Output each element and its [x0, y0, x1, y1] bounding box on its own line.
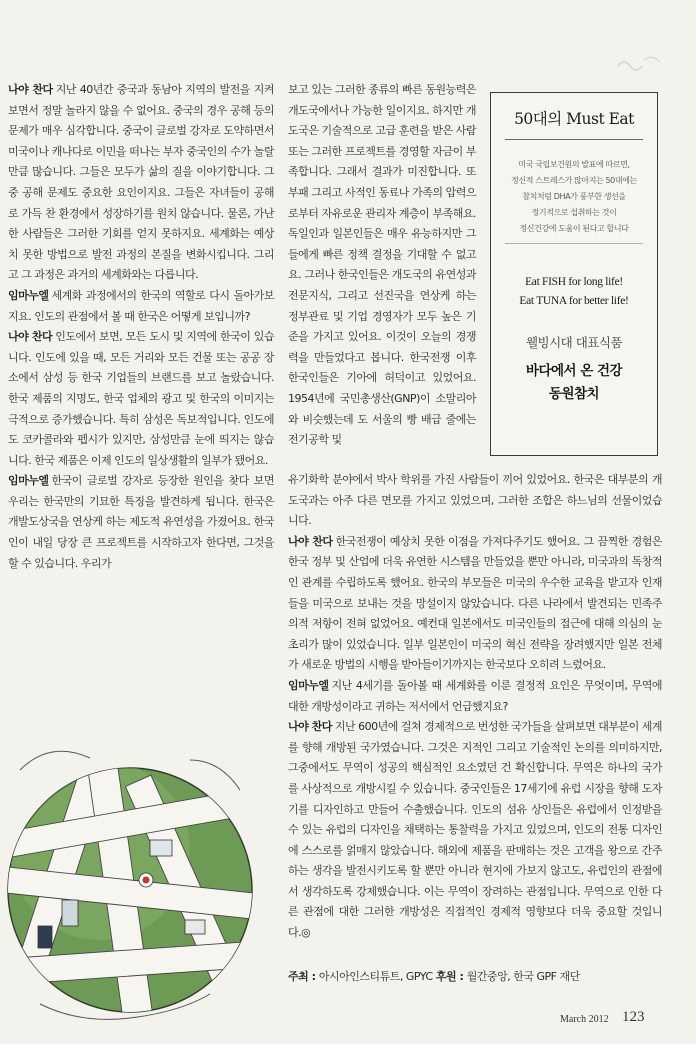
- ad-headline: 바다에서 온 건강: [525, 363, 623, 379]
- ad-english-line: Eat TUNA for better life!: [519, 295, 629, 307]
- speaker-name: 나야 찬다: [288, 720, 332, 734]
- paragraph-text: 지난 4세기를 돌아볼 때 세계화를 이룬 결정적 요인은 무엇이며, 무역에 대한 개방성이라고 귀하는 저서에서 언급했지요?: [288, 678, 662, 713]
- paragraph-text: 한국이 글로벌 강자로 등장한 원인을 찾다 보면 우리는 한국만의 기묘한 특징을 발견하게 됩니다. 한국은 개발도상국을 연상케 하는 제도적 유연성을 가졌어요. 한국인이 내일 당장 큰 프로젝트를 시작하고자 한다면, 그것을 할 수 있습니다. 우리가: [8, 474, 274, 570]
- ad-desc-line: 정신건강에 도움이 된다고 합니다: [519, 224, 629, 233]
- speaker-name: 임마누엘: [8, 288, 49, 302]
- corner-doodle-icon: [600, 40, 680, 80]
- ad-title: 50대의 Must Eat: [514, 110, 634, 128]
- ad-desc-line: 정기적으로 섭취하는 것이: [531, 208, 617, 217]
- ad-brand: 동원참치: [548, 386, 600, 402]
- paragraph: [8, 289, 274, 323]
- paragraph-text: 한국전쟁이 예상치 못한 이점을 가져다주기도 했어요. 그 끔찍한 경험은 한국 정부 및 산업에 더욱 유연한 시스템을 만들었을 뿐만 아니라, 미국과의 독창적인 관계를 수립하도록 했어요. 한국의 부모들은 미국의 우수한 교육을 받고자 인재들을 미국으로 보내는 것을 망설이지 않았습니다. 다른 나라에서 발견되는 민족주의적 저항이 전혀 없었어요. 예컨대 일본에서도 미국인들의 접근에 대해 의심의 눈초리가 많이 있었습니다. 일부 일본인이 미국의 혁신 전략을 장려했지만 일본 전체가 새로운 방법의 시행을 받아들이기까지는 한국보다 오히려 느렸어요.: [288, 534, 662, 672]
- paragraph: [288, 535, 662, 672]
- globe-hands-illustration: [0, 730, 265, 1030]
- article-column-middle: 보고 있는 그러한 종류의 빠른 동원능력은 개도국에서나 가능한 일이지요. 하지만 개도국은 기술적으로 고급 훈련을 받은 사람 또는 그러한 프로젝트를 경영할 자금이 부족합니다. 그래서 결과가 미진합니다. 또 부패 그리고 사적인 동료나 가족의 압력으로부터 자유로운 관리자 계층이 부족해요. 독일인과 일본인들은 매우 유능하지만 그들에게 빠른 정책 결정을 기대할 수 없고요. 그러나 한국인들은 개도국의 유연성과 전문지식, 그리고 선진국을 연상케 하는 정부관료 및 기업 경영자가 모두 높은 기준을 가지고 있어요. 이것이 오늘의 경쟁력을 만들었다고 봅니다. 한국전쟁 이후 한국인들은 기아에 허덕이고 있었어요. 1954년에 국민총생산(GNP)이 소말리아와 비슷했는데 도 서울의 빵 배급 줄에는 전기공학 및: [288, 83, 476, 447]
- speaker-name: 임마누엘: [8, 474, 49, 488]
- speaker-name: 나야 찬다: [8, 330, 53, 344]
- footer-issue-date: March 2012: [560, 1014, 609, 1025]
- speaker-name: 나야 찬다: [288, 534, 333, 548]
- sponsor-value: 월간중앙, 한국 GPF 재단: [466, 970, 580, 983]
- paragraph-text: 유기화학 분야에서 박사 학위를 가진 사람들이 끼어 있었어요. 한국은 대부분의 개도국과는 아주 다른 면모를 가지고 있었으며, 그러한 조합은 하느님의 선물이었습니다.: [288, 473, 662, 528]
- ad-divider-secondary: [505, 243, 643, 244]
- article-column-left: [8, 80, 274, 574]
- event-credit: [288, 968, 668, 986]
- host-value: 아시아인스티튜트, GPYC: [318, 970, 433, 983]
- paragraph: [8, 330, 274, 467]
- paragraph-text: 세계화 과정에서의 한국의 역할로 다시 돌아가보지요. 인도의 관점에서 볼 때 한국은 어떻게 보입니까?: [8, 288, 274, 323]
- paragraph: [288, 679, 662, 713]
- ad-desc-line: 정신적 스트레스가 많아지는 50대에는: [511, 176, 637, 185]
- ad-description: [501, 157, 647, 237]
- host-label: 주최 :: [288, 970, 316, 983]
- paragraph-text: 인도에서 보면, 모든 도시 및 지역에 한국이 있습니다. 인도에 있을 때, 모든 거리와 모든 건물 또는 공공 장소에서 삼성 등 한국 기업들의 브랜드를 보고 놀랐습니다. 한국 제품의 지명도, 한국 업체의 광고 및 한국의 이미지는 극적으로 증가했습니다. 특히 삼성은 독보적입니다. 인도에도 코카콜라와 펩시가 있지만, 삼성만큼 눈에 띄지는 않습니다. 한국 제품은 이제 인도의 일상생활의 일부가 됐어요.: [8, 330, 274, 467]
- ad-tagline: 웰빙시대 대표식품: [525, 335, 623, 350]
- article-column-wide: [288, 470, 662, 944]
- page-number: 123: [622, 1009, 645, 1025]
- paragraph-text: 지난 600년에 걸쳐 경제적으로 번성한 국가들을 살펴보면 대부분이 세계를 향해 개방된 국가였습니다. 그것은 지적인 그리고 기술적인 논의를 의미하지만, 그중에서도 무역이 성공의 핵심적인 요소였던 건 확신합니다. 무역은 하나의 국가를 사상적으로 개방시킬 수 있습니다. 중국인들은 17세기에 유럽 시장을 향해 도자기를 디자인하고 만들어 수출했습니다. 인도의 섬유 상인들은 유럽에서 인정받을 수 있는 유럽의 디자인을 채택하는 통찰력을 가지고 있었으며, 인도의 전통 디자인에 스스로를 얽매지 않았습니다. 해외에 제품을 판매하는 것은 고객을 왕으로 간주하는 생각을 발전시키도록 할 뿐만 아니라 현지에 가보지 않고도, 유럽인의 관점에서 생각하도록 강제했습니다. 이는 무역이 장려하는 관점입니다. 무역으로 인한 다른 관점에 대한 그러한 개방성은 직접적인 경제적 영향보다 더욱 중요할 것입니다.◎: [288, 720, 662, 940]
- speaker-name: 나야 찬다: [8, 83, 53, 96]
- paragraph: [288, 720, 662, 939]
- paragraph: [288, 473, 662, 527]
- ad-english-line: Eat FISH for long life!: [525, 276, 623, 288]
- ad-desc-line: 참치처럼 DHA가 풍부한 생선을: [522, 192, 626, 201]
- advertisement-box: [490, 92, 658, 456]
- sponsor-label: 후원 :: [435, 970, 464, 983]
- speaker-name: 임마누엘: [288, 678, 329, 692]
- paragraph: [8, 474, 274, 569]
- paragraph-text: 지난 40년간 중국과 동남아 지역의 발전을 지켜보면서 정말 놀라지 않을 수 없어요. 중국의 경우 공해 등의 문제가 매우 심각합니다. 중국이 글로벌 강자로 도약하면서 미국이나 캐나다로 이민을 떠나는 부자 중국인의 수가 놀랄 만큼 많습니다. 그들은 모두가 삶의 질을 이야기합니다. 그중 공해 문제도 중요한 요인이지요. 그들은 자녀들이 공해로 가득 찬 환경에서 성장하기를 원치 않습니다. 물론, 가난한 사람들은 그러한 기회를 얻지 못하지요. 세계화는 예상치 못한 방법으로 발전 과정의 본질을 변화시킵니다. 그리고 그 과정은 과거의 세계화와는 다릅니다.: [8, 83, 274, 282]
- paragraph: [8, 83, 274, 281]
- ad-desc-line: 미국 국립보건원의 발표에 따르면,: [518, 160, 630, 169]
- ad-divider: [505, 139, 643, 140]
